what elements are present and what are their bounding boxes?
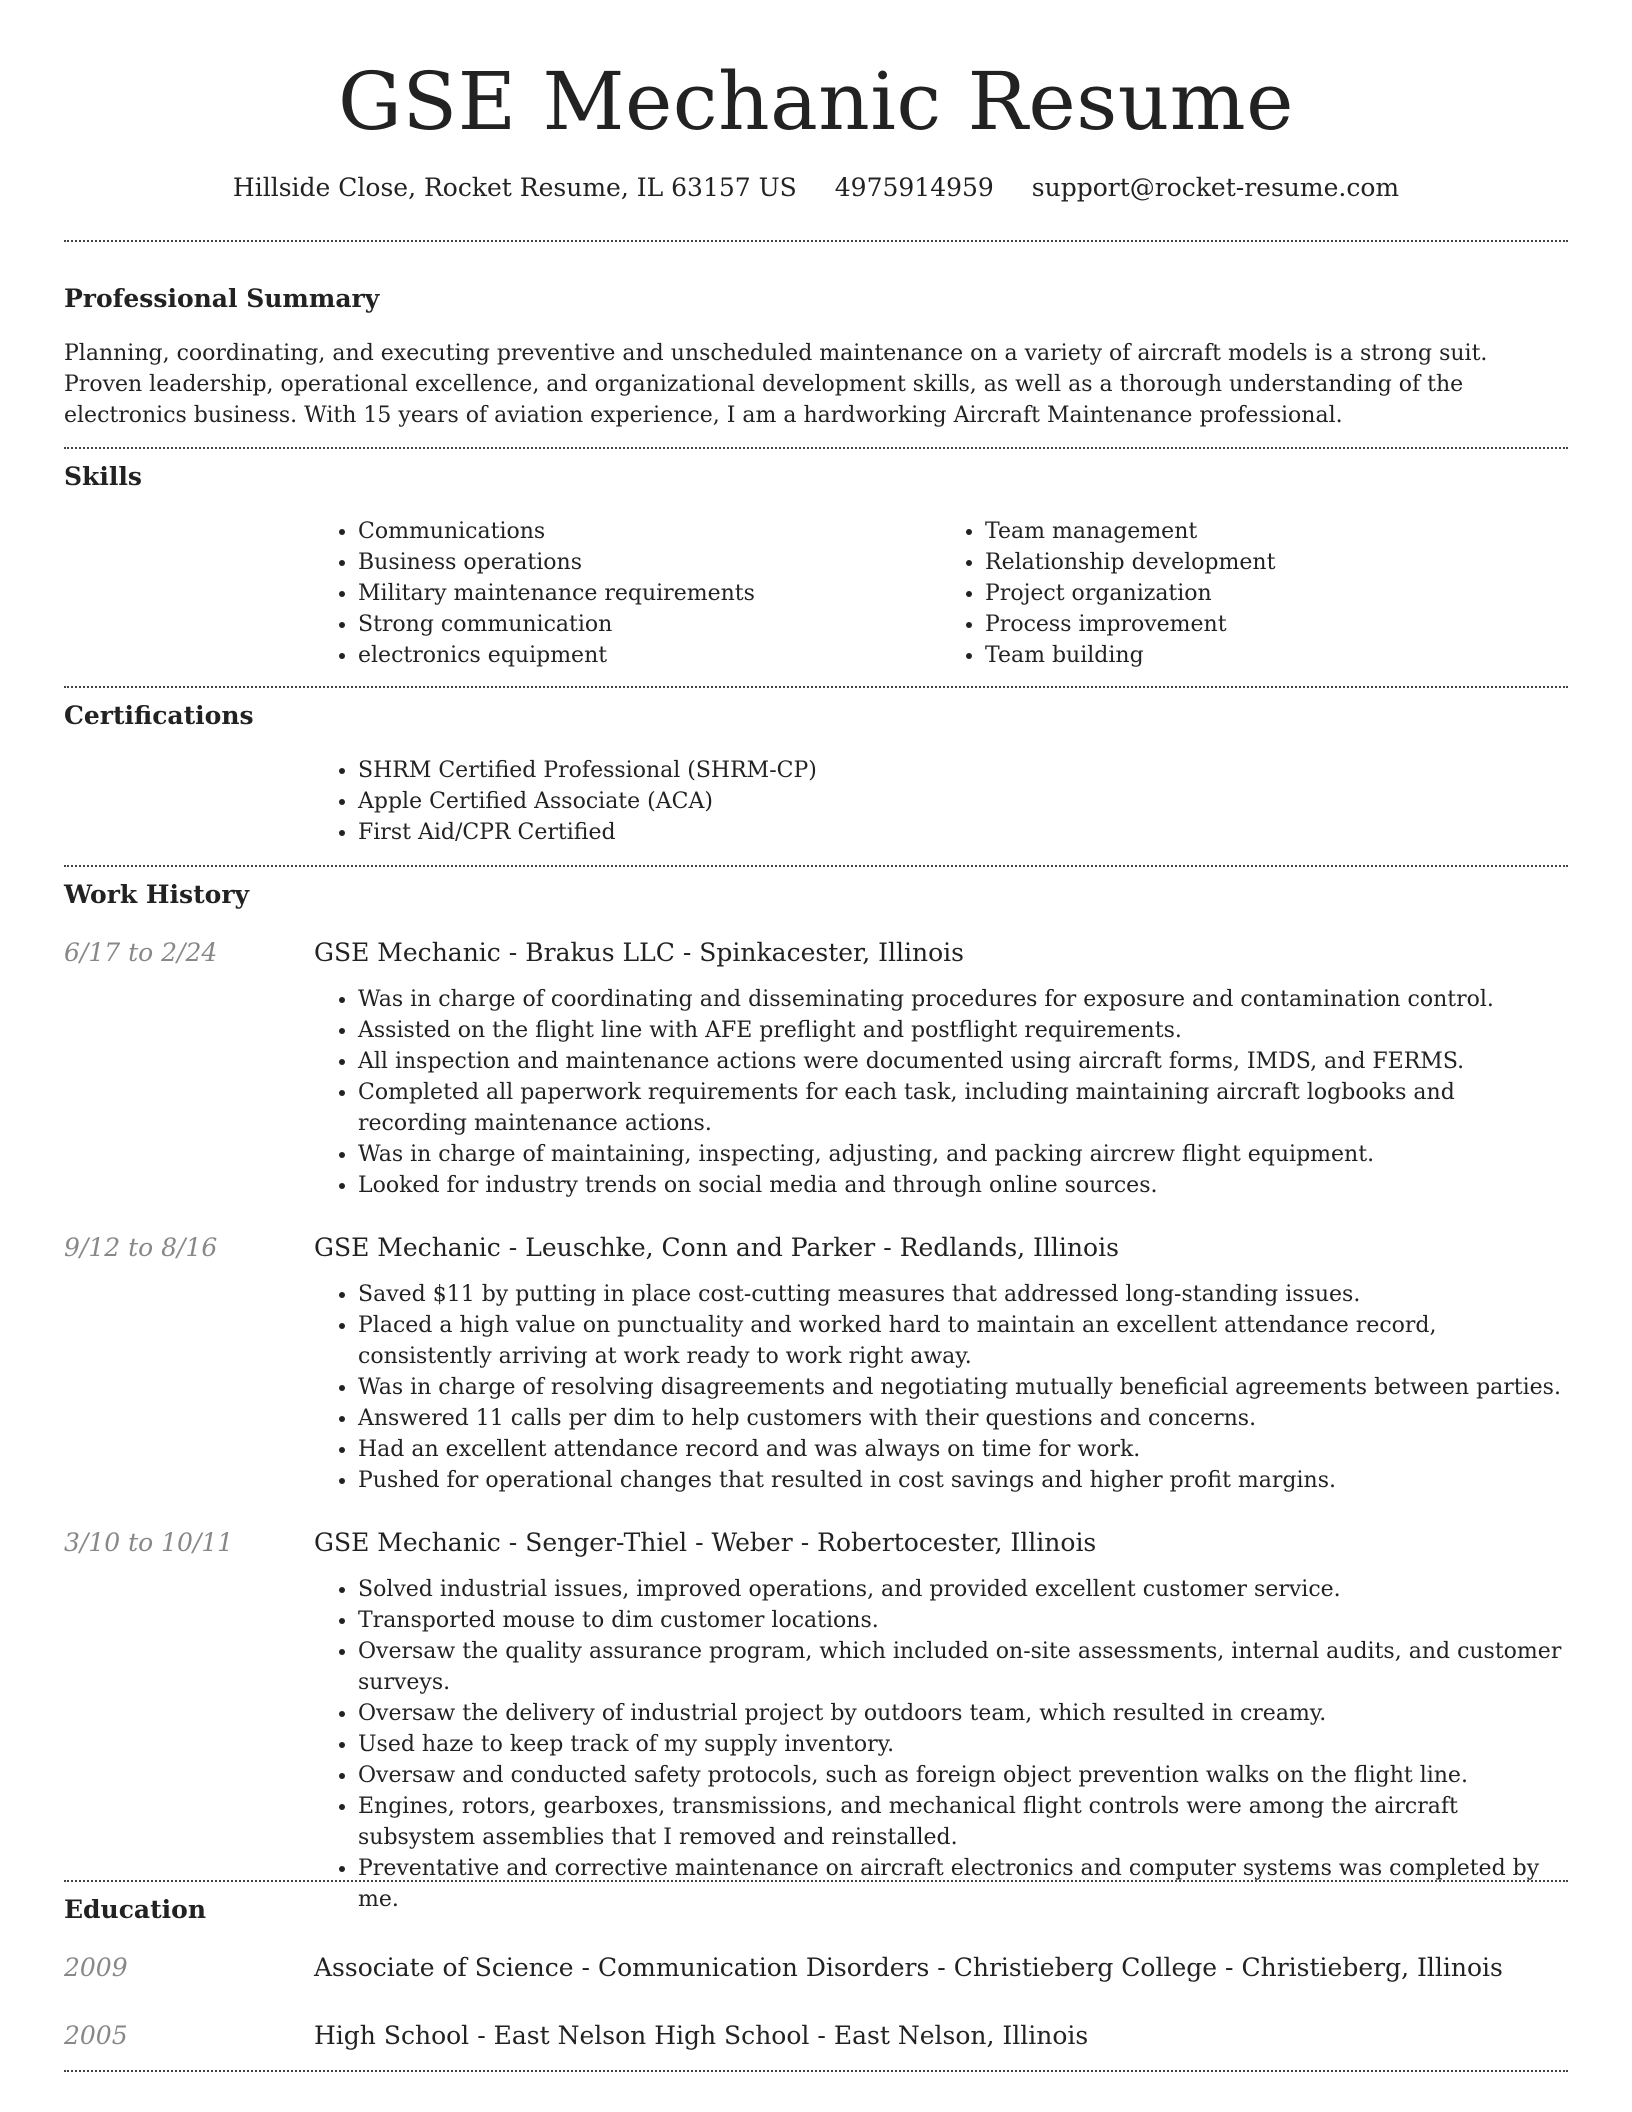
- job-entry: [64, 1528, 1568, 1915]
- education-year: 2009: [64, 1953, 128, 1982]
- job-bullet: • Was in charge of resolving disagreements and negotiating mutually beneficial agreements between parties.: [358, 1372, 1568, 1403]
- certification-item: • Apple Certified Associate (ACA): [358, 786, 1568, 817]
- skill-item: • Relationship development: [985, 547, 1568, 578]
- job-title: GSE Mechanic - Brakus LLC - Spinkacester, Illinois: [314, 938, 964, 967]
- job-bullet: • Used haze to keep track of my supply inventory.: [358, 1729, 1568, 1760]
- job-company: Brakus LLC: [525, 938, 675, 967]
- education-section: [64, 1895, 1568, 2051]
- job-bullet: • All inspection and maintenance actions were documented using aircraft forms, IMDS, and FERMS.: [358, 1046, 1568, 1077]
- job-bullet: • Had an excellent attendance record and was always on time for work.: [358, 1434, 1568, 1465]
- divider: [64, 1880, 1568, 1882]
- certifications-list: [314, 755, 1568, 848]
- work-history-section: [64, 880, 1568, 1915]
- skill-item: • electronics equipment: [358, 640, 941, 671]
- job-title: GSE Mechanic - Leuschke, Conn and Parker - Redlands, Illinois: [314, 1233, 1119, 1262]
- job-bullet: • Placed a high value on punctuality and worked hard to maintain an excellent attendance record, consistently arriving at work ready to work right away.: [358, 1310, 1568, 1372]
- skill-item: • Project organization: [985, 578, 1568, 609]
- job-location: Robertocester, Illinois: [817, 1528, 1097, 1557]
- divider: [64, 447, 1568, 449]
- job-bullet: • Oversaw the quality assurance program, which included on-site assessments, internal audits, and customer surveys.: [358, 1636, 1568, 1698]
- job-header: [64, 1528, 1568, 1558]
- job-location: Spinkacester, Illinois: [699, 938, 964, 967]
- divider: [64, 686, 1568, 688]
- contact-address: Hillside Close, Rocket Resume, IL 63157 US: [232, 173, 797, 202]
- job-dates: 9/12 to 8/16: [64, 1233, 218, 1262]
- job-bullets: [314, 1574, 1568, 1915]
- job-bullet: • Preventative and corrective maintenance on aircraft electronics and computer systems was completed by me.: [358, 1853, 1568, 1915]
- job-bullet: • Was in charge of coordinating and disseminating procedures for exposure and contamination control.: [358, 984, 1568, 1015]
- skill-item: • Team management: [985, 516, 1568, 547]
- job-header: [64, 938, 1568, 968]
- contact-line: [0, 173, 1632, 203]
- job-bullets: [314, 984, 1568, 1201]
- job-bullet: • Was in charge of maintaining, inspecting, adjusting, and packing aircrew flight equipment.: [358, 1139, 1568, 1170]
- section-heading-work: Work History: [64, 880, 250, 909]
- education-location: East Nelson, Illinois: [833, 2021, 1089, 2050]
- job-company: Senger-Thiel - Weber: [525, 1528, 793, 1557]
- job-location: Redlands, Illinois: [899, 1233, 1119, 1262]
- divider: [64, 2070, 1568, 2072]
- job-title: GSE Mechanic - Senger-Thiel - Weber - Robertocester, Illinois: [314, 1528, 1097, 1557]
- certifications-section: [64, 701, 1568, 848]
- divider: [64, 240, 1568, 242]
- certification-item: • First Aid/CPR Certified: [358, 817, 1568, 848]
- job-bullet: • Completed all paperwork requirements for each task, including maintaining aircraft logbooks and recording maintenance actions.: [358, 1077, 1568, 1139]
- job-bullet: • Engines, rotors, gearboxes, transmissions, and mechanical flight controls were among the aircraft subsystem assemblies that I removed and reinstalled.: [358, 1791, 1568, 1853]
- job-bullets: [314, 1279, 1568, 1496]
- summary-text: Planning, coordinating, and executing preventive and unscheduled maintenance on a variety of aircraft models is a strong suit. Proven leadership, operational excellence, and organizational development skills, as well as a thorough understanding of the electronics business. With 15 years of aviation experience, I am a hardworking Aircraft Maintenance professional.: [64, 341, 1488, 428]
- job-role: GSE Mechanic: [314, 938, 501, 967]
- job-header: [64, 1233, 1568, 1263]
- skill-item: • Strong communication: [358, 609, 941, 640]
- job-bullet: • Answered 11 calls per dim to help customers with their questions and concerns.: [358, 1403, 1568, 1434]
- education-title: Associate of Science - Communication Disorders - Christieberg College - Christieberg, Illinois: [314, 1953, 1503, 1982]
- job-entry: [64, 938, 1568, 1201]
- skills-column-right: [941, 516, 1568, 671]
- job-bullet: • Transported mouse to dim customer locations.: [358, 1605, 1568, 1636]
- section-heading-education: Education: [64, 1895, 207, 1924]
- job-bullet: • Solved industrial issues, improved operations, and provided excellent customer service.: [358, 1574, 1568, 1605]
- job-dates: 6/17 to 2/24: [64, 938, 218, 967]
- skills-section: [64, 462, 1568, 671]
- job-bullet: • Looked for industry trends on social media and through online sources.: [358, 1170, 1568, 1201]
- education-field: Communication Disorders: [597, 1953, 930, 1982]
- section-heading-skills: Skills: [64, 462, 142, 491]
- education-degree: Associate of Science: [314, 1953, 574, 1982]
- education-year: 2005: [64, 2021, 128, 2050]
- job-role: GSE Mechanic: [314, 1233, 501, 1262]
- job-bullet: • Saved $11 by putting in place cost-cutting measures that addressed long-standing issues.: [358, 1279, 1568, 1310]
- certification-item: • SHRM Certified Professional (SHRM-CP): [358, 755, 1568, 786]
- job-bullet: • Oversaw the delivery of industrial project by outdoors team, which resulted in creamy.: [358, 1698, 1568, 1729]
- education-entry: [64, 1953, 1568, 1983]
- summary-section: [64, 284, 1568, 431]
- job-company: Leuschke, Conn and Parker: [525, 1233, 876, 1262]
- education-degree: High School: [314, 2021, 470, 2050]
- job-dates: 3/10 to 10/11: [64, 1528, 234, 1557]
- skills-list: [314, 516, 1568, 671]
- skills-column-left: [314, 516, 941, 671]
- resume-title: GSE Mechanic Resume: [337, 55, 1295, 148]
- skill-item: • Business operations: [358, 547, 941, 578]
- education-location: Christieberg, Illinois: [1241, 1953, 1503, 1982]
- job-role: GSE Mechanic: [314, 1528, 501, 1557]
- skill-item: • Team building: [985, 640, 1568, 671]
- job-bullet: • Oversaw and conducted safety protocols, such as foreign object prevention walks on the flight line.: [358, 1760, 1568, 1791]
- job-entry: [64, 1233, 1568, 1496]
- education-school: Christieberg College: [953, 1953, 1218, 1982]
- education-entry: [64, 2021, 1568, 2051]
- skill-item: • Military maintenance requirements: [358, 578, 941, 609]
- contact-phone: 4975914959: [834, 173, 994, 202]
- education-title: High School - East Nelson High School - East Nelson, Illinois: [314, 2021, 1089, 2050]
- divider: [64, 865, 1568, 867]
- job-bullet: • Pushed for operational changes that resulted in cost savings and higher profit margins.: [358, 1465, 1568, 1496]
- section-heading-summary: Professional Summary: [64, 284, 380, 313]
- skill-item: • Communications: [358, 516, 941, 547]
- section-heading-certifications: Certifications: [64, 701, 254, 730]
- job-bullet: • Assisted on the flight line with AFE preflight and postflight requirements.: [358, 1015, 1568, 1046]
- education-school: East Nelson High School: [493, 2021, 810, 2050]
- contact-email: support@rocket-resume.com: [1031, 173, 1400, 202]
- skill-item: • Process improvement: [985, 609, 1568, 640]
